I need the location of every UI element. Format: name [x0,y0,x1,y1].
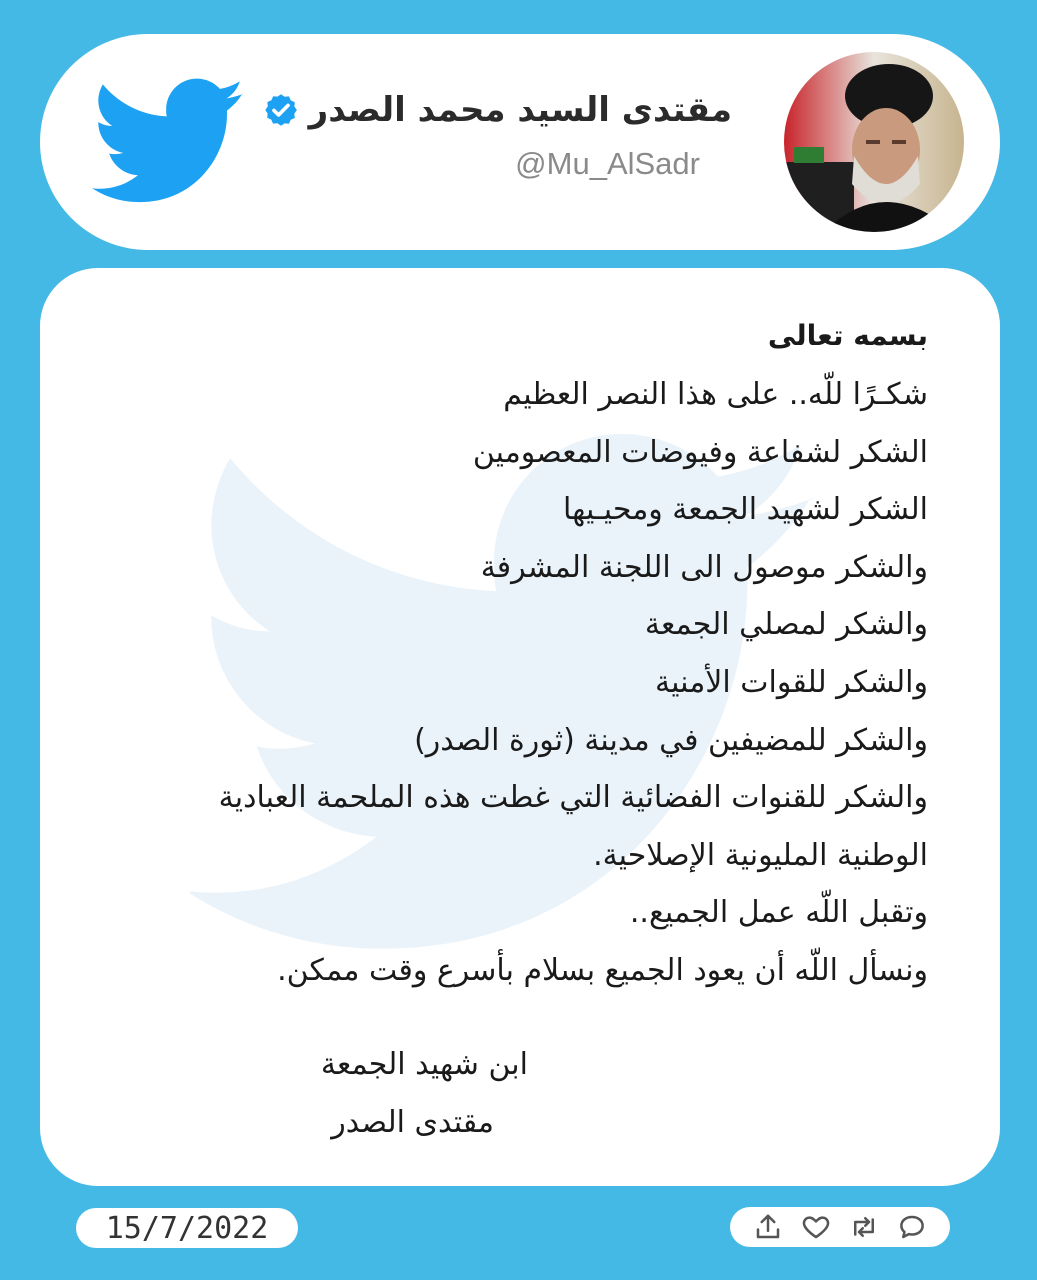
tweet-line: وتقبل اللّه عمل الجميع.. [629,895,928,931]
tweet-actions [730,1207,950,1247]
user-info [212,82,732,182]
avatar[interactable] [784,52,964,232]
tweet-line: شكـرًا للّه.. على هذا النصر العظيم [503,377,928,412]
tweet-line: الوطنية المليونية الإصلاحية. [593,837,928,873]
tweet-heading: بسمه تعالى [767,319,928,352]
tweet-line: والشكر للمضيفين في مدينة (ثورة الصدر) [414,722,928,758]
user-handle[interactable]: @Mu_AlSadr [515,146,700,181]
share-icon[interactable] [753,1212,783,1242]
tweet-line: الشكر لشهيد الجمعة ومحيـيها [562,492,928,528]
tweet-signature [168,1036,528,1152]
avatar-image [784,52,964,232]
tweet-line: ونسأل اللّه أن يعود الجميع بسلام بأسرع وقت ممكن. [277,952,928,988]
tweet-line: والشكر للقوات الأمنية [655,664,928,700]
display-name[interactable]: مقتدى السيد محمد الصدر [308,90,732,130]
reply-icon[interactable] [897,1212,927,1242]
tweet-card [40,268,1000,1186]
signature-line: مقتدى الصدر [331,1105,494,1140]
tweet-date: 15/7/2022 [76,1208,298,1248]
tweet-line: الشكر لشفاعة وفيوضات المعصومين [472,434,928,470]
tweet-line: والشكر موصول الى اللجنة المشرفة [480,549,928,585]
like-icon[interactable] [801,1212,831,1242]
tweet-line: والشكر للقنوات الفضائية التي غطت هذه الملحمة العبادية [218,780,928,816]
retweet-icon[interactable] [849,1212,879,1242]
verified-badge-icon [263,92,299,128]
signature-line: ابن شهيد الجمعة [320,1047,528,1082]
name-row [212,82,732,138]
tweet-line: والشكر لمصلي الجمعة [644,607,928,643]
profile-header-card [40,34,1000,250]
tweet-body [68,308,928,1000]
